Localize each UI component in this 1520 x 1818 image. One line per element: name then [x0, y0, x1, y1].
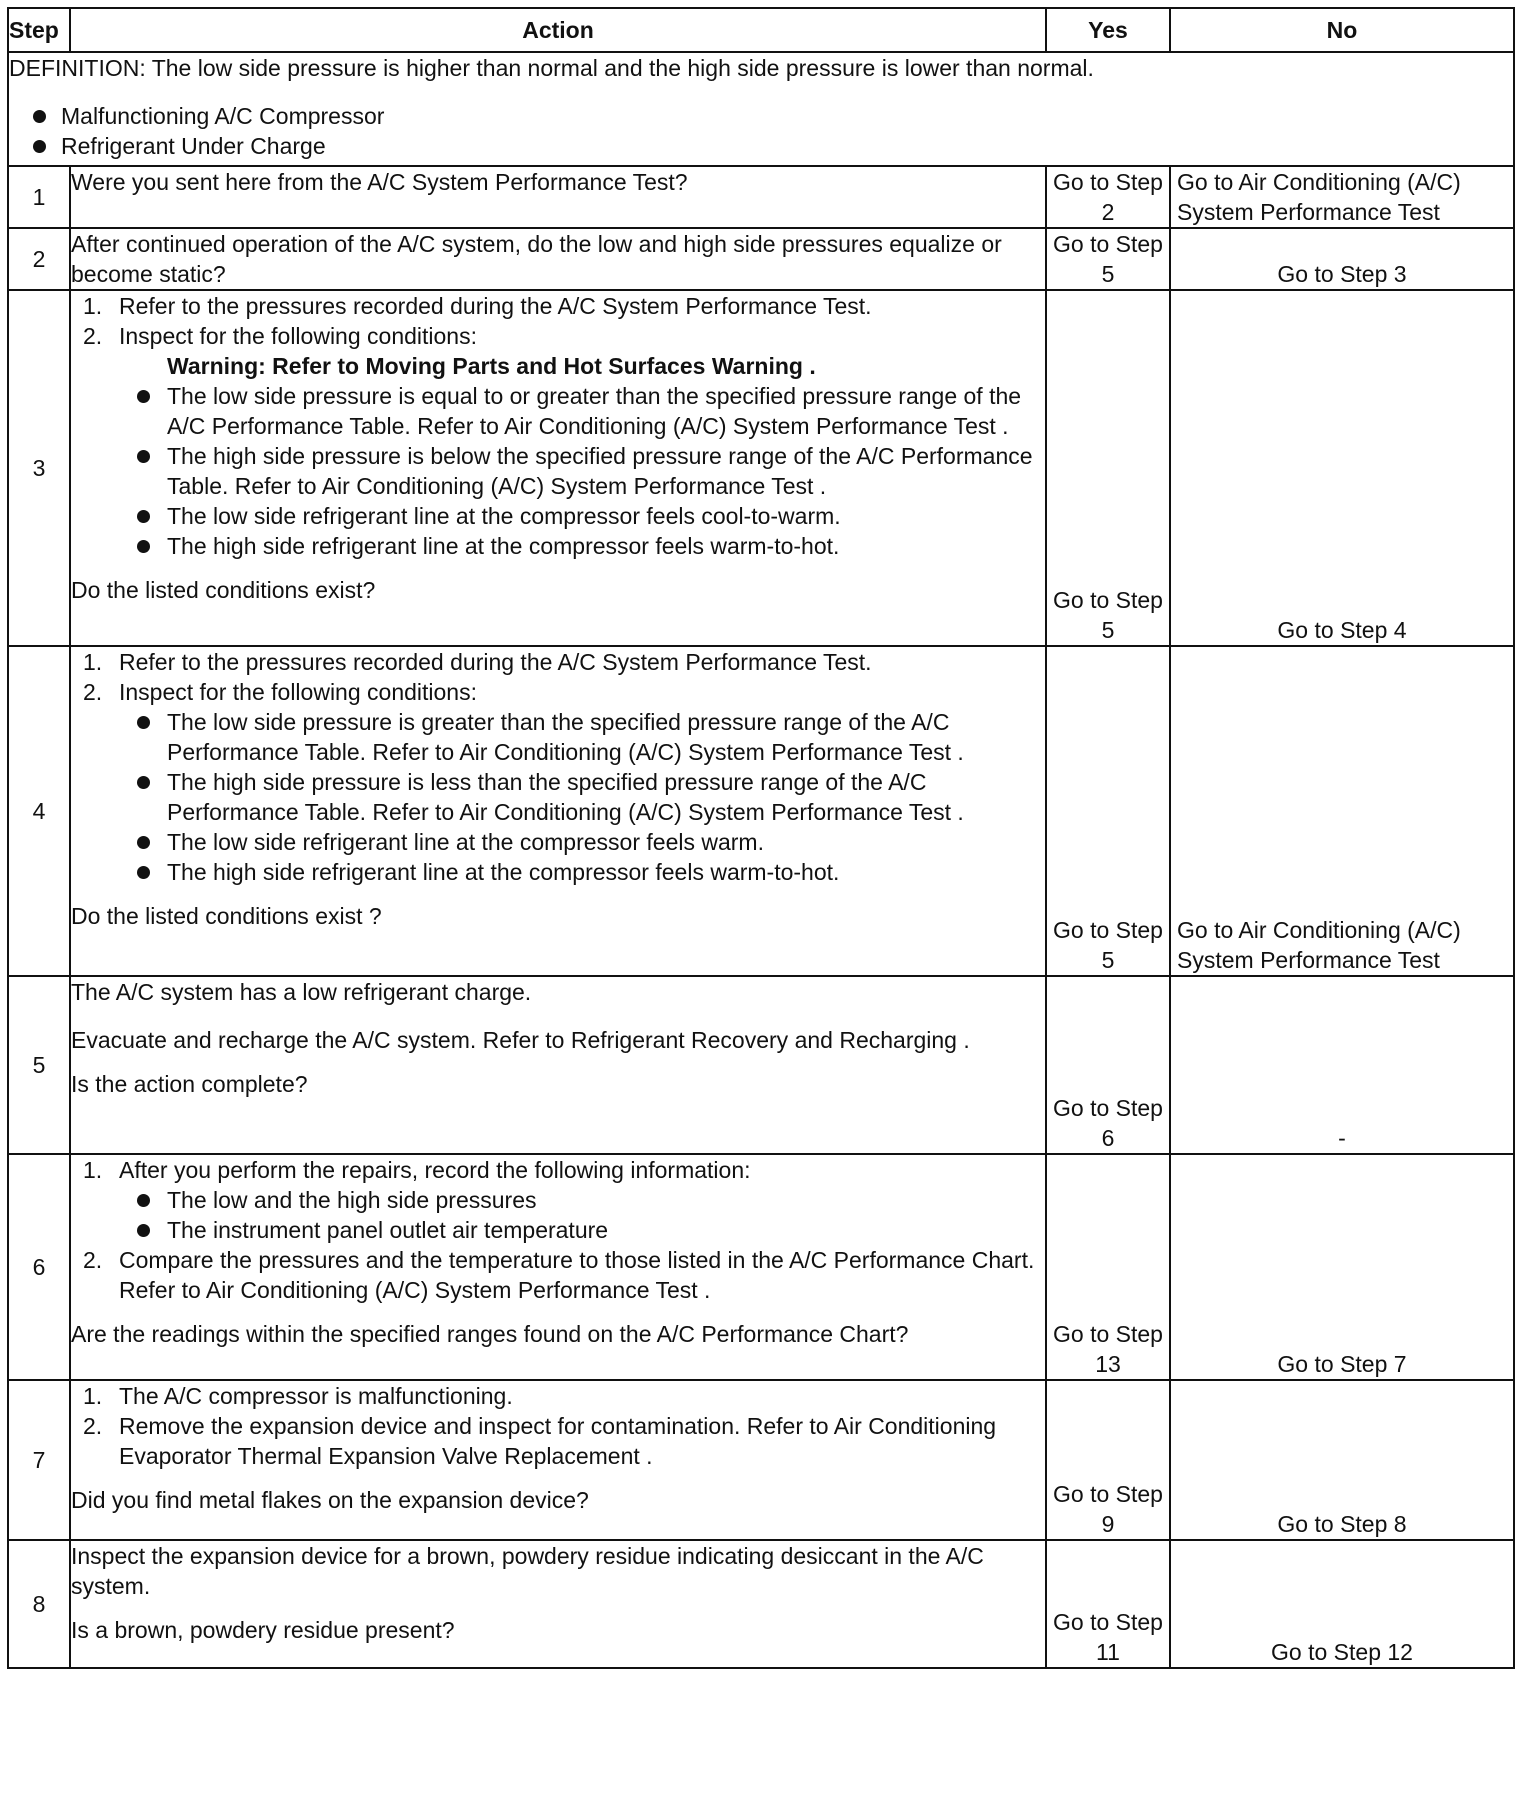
bullet-icon — [137, 1194, 150, 1207]
step-row-5 — [8, 976, 1514, 1154]
step-question: Are the readings within the specified ranges found on the A/C Performance Chart? — [71, 1321, 909, 1347]
step-row-8 — [8, 1540, 1514, 1668]
step-action: Were you sent here from the A/C System Performance Test? — [70, 166, 1046, 228]
condition-bullet: The low side refrigerant line at the compressor feels cool-to-warm. — [119, 501, 1045, 531]
step-paragraph: Evacuate and recharge the A/C system. Refer to Refrigerant Recovery and Recharging . — [71, 1027, 970, 1053]
no-link: - — [1170, 976, 1514, 1154]
condition-bullet: The high side pressure is below the specified pressure range of the A/C Performance Table. Refer to Air Conditioning (A/C) System Performance Test . — [119, 441, 1045, 501]
numbered-item: 2. Compare the pressures and the temperature to those listed in the A/C Performance Chart. Refer to Air Conditioning (A/C) System Performance Test . — [83, 1247, 1035, 1303]
step-action — [70, 646, 1046, 976]
condition-bullet: The instrument panel outlet air temperature — [119, 1215, 1045, 1245]
bullet-icon — [137, 776, 150, 789]
numbered-item: 1. The A/C compressor is malfunctioning. — [83, 1383, 513, 1409]
yes-link[interactable]: Go to Step 11 — [1046, 1540, 1170, 1668]
no-link[interactable]: Go to Step 8 — [1170, 1380, 1514, 1540]
step-row-6 — [8, 1154, 1514, 1380]
step-row-3 — [8, 290, 1514, 646]
step-action — [70, 976, 1046, 1154]
no-link[interactable]: Go to Air Conditioning (A/C) System Performance Test — [1170, 166, 1514, 228]
bullet-icon — [137, 510, 150, 523]
numbered-item: 1. Refer to the pressures recorded during the A/C System Performance Test. — [83, 293, 872, 319]
step-action — [70, 290, 1046, 646]
condition-bullet: The high side pressure is less than the specified pressure range of the A/C Performance Table. Refer to Air Conditioning (A/C) System Performance Test . — [119, 767, 1045, 827]
step-question: Do the listed conditions exist ? — [71, 903, 382, 929]
yes-link[interactable]: Go to Step 5 — [1046, 290, 1170, 646]
diagnostic-table — [7, 7, 1515, 1669]
condition-bullet: The high side refrigerant line at the compressor feels warm-to-hot. — [119, 531, 1045, 561]
step-number: 3 — [8, 290, 70, 646]
step-action — [70, 1154, 1046, 1380]
yes-link[interactable]: Go to Step 2 — [1046, 166, 1170, 228]
step-row-2 — [8, 228, 1514, 290]
step-row-7 — [8, 1380, 1514, 1540]
definition-row — [8, 52, 1514, 166]
step-question: Did you find metal flakes on the expansion device? — [71, 1487, 589, 1513]
step-action — [70, 1380, 1046, 1540]
no-link[interactable]: Go to Air Conditioning (A/C) System Performance Test — [1170, 646, 1514, 976]
condition-bullet: The low and the high side pressures — [119, 1185, 1045, 1215]
bullet-icon — [137, 866, 150, 879]
yes-link[interactable]: Go to Step 5 — [1046, 228, 1170, 290]
no-link[interactable]: Go to Step 12 — [1170, 1540, 1514, 1668]
step-row-4 — [8, 646, 1514, 976]
no-link[interactable]: Go to Step 7 — [1170, 1154, 1514, 1380]
definition-bullet: Refrigerant Under Charge — [9, 131, 1513, 161]
step-number: 2 — [8, 228, 70, 290]
bullet-icon — [137, 390, 150, 403]
condition-bullet: The low side pressure is greater than the specified pressure range of the A/C Performance Table. Refer to Air Conditioning (A/C) System Performance Test . — [119, 707, 1045, 767]
step-number: 5 — [8, 976, 70, 1154]
bullet-icon — [33, 110, 46, 123]
bullet-icon — [33, 140, 46, 153]
bullet-icon — [137, 450, 150, 463]
header-step: Step — [8, 8, 70, 52]
warning-text: Warning: Refer to Moving Parts and Hot Surfaces Warning . — [167, 353, 816, 379]
bullet-icon — [137, 540, 150, 553]
step-question: Is the action complete? — [71, 1071, 308, 1097]
step-action: After continued operation of the A/C system, do the low and high side pressures equalize or become static? — [70, 228, 1046, 290]
step-action — [70, 1540, 1046, 1668]
numbered-item: 2. Inspect for the following conditions: The low side pressure is greater than the specified pressure range of the A/C Performance Table. Refer to Air Conditioning (A/C) System Performance Test . The high side pressure is less than the specified pressure range of the A/C Performance Table. Refer to Air Conditioning (A/C) System Performance Test . The low side refrigerant line at the compressor feels warm. The high side refrigerant line at the compressor feels warm-to-hot. — [71, 677, 1045, 887]
header-yes: Yes — [1046, 8, 1170, 52]
bullet-icon — [137, 1224, 150, 1237]
bullet-icon — [137, 836, 150, 849]
step-question: Do the listed conditions exist? — [71, 577, 376, 603]
step-row-1 — [8, 166, 1514, 228]
step-question: Is a brown, powdery residue present? — [71, 1617, 455, 1643]
yes-link[interactable]: Go to Step 6 — [1046, 976, 1170, 1154]
no-link[interactable]: Go to Step 3 — [1170, 228, 1514, 290]
numbered-item: 1. After you perform the repairs, record the following information: The low and the high side pressures The instrument panel outlet air temperature — [71, 1155, 1045, 1245]
numbered-item: 2. Inspect for the following conditions: Warning: Refer to Moving Parts and Hot Surfaces Warning . The low side pressure is equal to or greater than the specified pressure range of the A/C Performance Table. Refer to Air Conditioning (A/C) System Performance Test . The high side pressure is below the specified pressure range of the A/C Performance Table. Refer to Air Conditioning (A/C) System Performance Test . The low side refrigerant line at the compressor feels cool-to-warm. The high side refrigerant line at the compressor feels warm-to-hot. — [71, 321, 1045, 561]
header-no: No — [1170, 8, 1514, 52]
step-paragraph: Inspect the expansion device for a brown, powdery residue indicating desiccant in the A/C system. — [71, 1543, 984, 1599]
yes-link[interactable]: Go to Step 9 — [1046, 1380, 1170, 1540]
step-number: 6 — [8, 1154, 70, 1380]
definition-bullet: Malfunctioning A/C Compressor — [9, 101, 1513, 131]
yes-link[interactable]: Go to Step 5 — [1046, 646, 1170, 976]
condition-bullet: The low side pressure is equal to or greater than the specified pressure range of the A/C Performance Table. Refer to Air Conditioning (A/C) System Performance Test . — [119, 381, 1045, 441]
condition-bullet: The high side refrigerant line at the compressor feels warm-to-hot. — [119, 857, 1045, 887]
step-number: 8 — [8, 1540, 70, 1668]
numbered-item: 2. Remove the expansion device and inspect for contamination. Refer to Air Conditioning Evaporator Thermal Expansion Valve Replacement . — [83, 1413, 997, 1469]
no-link[interactable]: Go to Step 4 — [1170, 290, 1514, 646]
header-row — [8, 8, 1514, 52]
step-paragraph: The A/C system has a low refrigerant charge. — [71, 979, 532, 1005]
definition-text: DEFINITION: The low side pressure is higher than normal and the high side pressure is lower than normal. — [9, 55, 1094, 81]
step-number: 4 — [8, 646, 70, 976]
bullet-icon — [137, 716, 150, 729]
step-number: 7 — [8, 1380, 70, 1540]
yes-link[interactable]: Go to Step 13 — [1046, 1154, 1170, 1380]
numbered-item: 1. Refer to the pressures recorded during the A/C System Performance Test. — [83, 649, 872, 675]
header-action: Action — [70, 8, 1046, 52]
definition-list — [9, 101, 1513, 161]
condition-bullet: The low side refrigerant line at the compressor feels warm. — [119, 827, 1045, 857]
step-number: 1 — [8, 166, 70, 228]
